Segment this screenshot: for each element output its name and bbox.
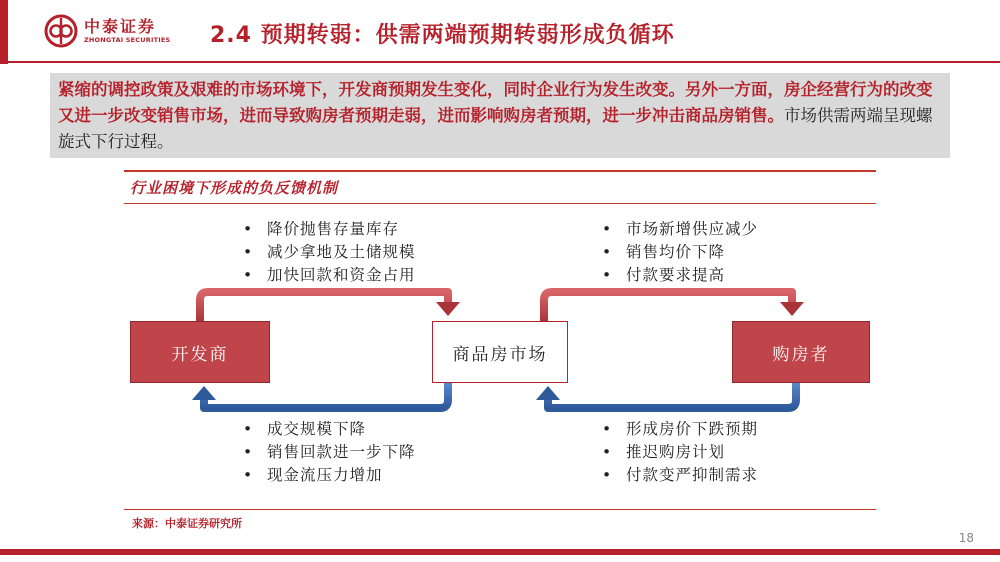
developer-to-market-arrow	[200, 292, 460, 322]
source-divider	[124, 509, 876, 510]
list-item: • 成交规模下降	[243, 418, 416, 441]
logo-chinese-name: 中泰证券	[84, 17, 157, 36]
developer-node: 开发商	[130, 321, 270, 383]
list-item: • 降价抛售存量库存	[243, 218, 416, 241]
list-item: • 现金流压力增加	[243, 464, 416, 487]
page-number: 18	[958, 531, 974, 545]
source-note: 来源：中泰证券研究所	[132, 517, 242, 530]
list-item: • 减少拿地及土储规模	[243, 241, 416, 264]
list-item: • 销售均价下降	[602, 241, 758, 264]
list-item: • 付款要求提高	[602, 264, 758, 287]
page-title: 2.4 预期转弱：供需两端预期转弱形成负循环	[210, 23, 675, 48]
list-item: • 推迟购房计划	[602, 441, 758, 464]
buyer-to-market-arrow	[536, 383, 796, 408]
list-item: • 付款变严抑制需求	[602, 464, 758, 487]
summary-bold-text: 紧缩的调控政策及艰难的市场环境下，开发商预期发生变化，同时企业行为发生改变。另外一方面，房企经营行为的改变又进一步改变销售市场，进而导致购房者预期走弱，进而影响购房者预期，进一步冲击商品房销售。	[58, 80, 933, 125]
market-to-buyer-arrow	[544, 292, 804, 322]
summary-normal-text: 市场供需两端呈现螺旋式下行过程。	[58, 106, 933, 151]
buyer-node: 购房者	[732, 321, 870, 383]
logo-english-name: ZHONGTAI SECURITIES	[84, 36, 171, 44]
market-to-developer-arrow	[192, 383, 448, 408]
diagram-subtitle: 行业困境下形成的负反馈机制	[130, 179, 339, 197]
market-node: 商品房市场	[432, 321, 568, 383]
list-item: • 形成房价下跌预期	[602, 418, 758, 441]
list-item: • 销售回款进一步下降	[243, 441, 416, 464]
list-item: • 市场新增供应减少	[602, 218, 758, 241]
footer-bar	[0, 549, 1000, 555]
list-item: • 加快回款和资金占用	[243, 264, 416, 287]
